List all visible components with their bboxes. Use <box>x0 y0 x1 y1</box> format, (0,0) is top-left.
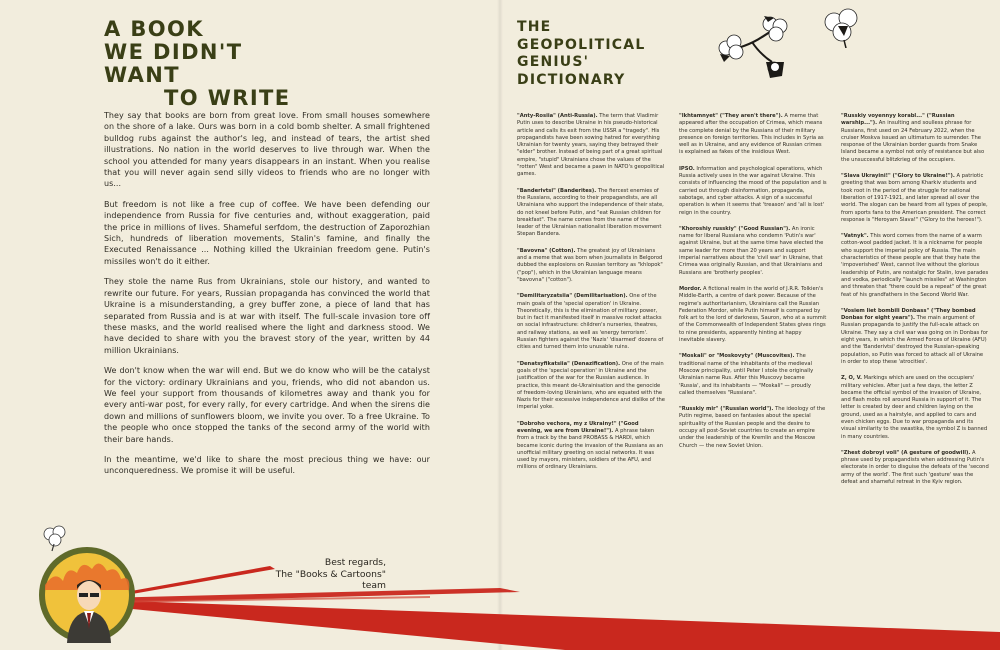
dictionary-entry <box>679 113 827 157</box>
letter-paragraph: They say that books are born from great love. From small houses somewhere on the shore of a lake. Ours was born in a cold bomb shelter. A small frightened bulldog rubs against the author's leg, and instead of tears, the artist shed illustrations. No nation in the world deserves to live through war. When the school you attended for many years disappears in an instant. When you realise that you will never again send silly videos to friends who are no longer with us... <box>104 111 430 189</box>
entry-definition: The term that Vladimir Putin uses to describe Ukraine in his pseudo-historical article and calls its exit from the USSR a "tragedy". His propagandists have been sowing hatred for everything Ukrainian for twenty years, saying they betrayed their "elder" brother. Instead of being part of a great spiritual empire, "stupid" Ukrainians chose the values of the "rotten" West and became a pawn in NATO's geopolitical games. <box>517 113 665 178</box>
entry-term: "Banderivtsi" (Banderites). <box>517 187 597 194</box>
entry-term: "Vatnyk". <box>841 233 869 240</box>
entry-term: Mordor. <box>679 285 702 292</box>
dictionary-column-3 <box>841 113 989 495</box>
entry-definition: This word comes from the name of a warm cotton-wool padded jacket. It is a nickname for people who support the imperial policy of Russia. The main characteristics of these people are that they hate the 'impoverished' West, cannot live without the glorious leadership of Putin, are nostalgic for Stalin, love parades and vodka, periodically "launch missiles" at Washington and threaten that "there could be a repeat" of the great feat of his grandfathers in the Second World War. <box>841 233 989 298</box>
entry-definition: Markings which are used on the occupiers' military vehicles. After just a few days, the letter Z became the official symbol of the invasion of Ukraine, and flash mobs roll around Russia in support of it. The letter is created by deer and children laying on the ground, used as a hairstyle, and applied to cars and even chicken eggs. Due to war propaganda and its visual similarity to the swastika, the symbol Z is banned in many countries. <box>841 375 988 440</box>
entry-definition: A meme that appeared after the occupation of Crimea, which means the complete denial by the Russians of their military presence on foreign territories. This includes in Syria as well as in Ukraine, and any evidence of Russian crimes is explained as fakes of the insidious West. <box>679 113 824 156</box>
entry-definition: The greatest joy of Ukrainians and a meme that was born when journalists in Belgorod dubbed the explosions on Russian territory as "khlopok" ("pop"), which in the Ukrainian language means "bavovna" ("cotton"). <box>517 247 663 283</box>
entry-definition: The traditional name of the inhabitants of the medieval Moscow principality, until Peter I stole the originally Ukrainian name Rus. After this Muscovy became 'Russia', and its inhabitants — "Moskali" — proudly called themselves "Russians". <box>679 353 814 396</box>
entry-definition: The main argument of Russian propaganda to justify the full-scale attack on Ukraine. They say a civil war was going on in Donbas for eight years, in which the Armed Forces of Ukraine (AFU) and the 'Banderivtsi' destroyed the Russian-speaking population, so Putin was forced to attack all of Ukraine in order to stop these 'atrocities'. <box>841 315 989 365</box>
dictionary-entry <box>841 375 989 441</box>
entry-definition: An ironic name for liberal Russians who condemn 'Putin's war' against Ukraine, but at the same time have elected the same leader for more than 20 years and support imperial narratives about the 'civil war' in Ukraine, that Crimea was originally Russian, and that Ukrainians and Russians are 'brotherly peoples'. <box>679 225 824 276</box>
entry-term: "Denatsyfikatsiia" (Denazification). <box>517 360 621 367</box>
entry-term: "Moskali" or "Moskovyty" (Muscovites). <box>679 353 795 360</box>
dictionary-entry <box>679 406 827 450</box>
entry-term: "Anty-Rosiia" (Anti-Russia). <box>517 113 598 119</box>
signoff-line: Best regards, <box>324 557 386 568</box>
dictionary-entry <box>517 188 665 239</box>
foreword-letter <box>104 110 430 486</box>
entry-term: "Russkiy mir" ("Russian world"). <box>679 406 774 413</box>
dictionary-entry <box>841 450 989 486</box>
page-title <box>104 18 324 110</box>
dictionary-entry <box>517 113 665 179</box>
entry-term: Z, O, V. <box>841 375 862 382</box>
title-line: TO WRITE <box>164 86 291 110</box>
letter-paragraph: We don't know when the war will end. But we do know who will be the catalyst for the victory: ordinary Ukrainians and you, friends, who did not abandon us. We feel your support from thousands of kilometres away and thank you for every anti-war post, for every rally, for every cartridge. And when the sirens die down and millions of sunflowers bloom, we invite you over. To a free Ukraine. To the people who once stopped the tanks of the second army of the world with their bare hands. <box>104 366 430 444</box>
signoff <box>256 557 386 592</box>
entry-definition: A phrase used by propagandists when addressing Putin's electorate in order to disguise the defeats of the 'second army of the world'. The first such 'gesture' was the defeat and shameful retreat in the Kyiv region. <box>841 449 989 486</box>
title-line: THE <box>517 19 552 35</box>
letter-paragraph: But freedom is not like a free cup of coffee. We have been defending our independence from Russia for five centuries and, without exaggeration, paid the price in millions of lives. Shameful serfdom, the destruction of Zaporozhian Sich, hundreds of liberation movements, Stalin's famine, and finally the Executed Renaissance ... Nothing killed the Ukrainian freedom gene. Putin's missiles won't do it either. <box>104 199 430 266</box>
entry-term: "Slava Ukrayini!" ("Glory to Ukraine!"). <box>841 173 955 180</box>
entry-term: "Russkiy voyennyy korabl..." ("Russian warship..."). <box>841 113 955 127</box>
dictionary-title <box>517 19 657 89</box>
portrait-illustration <box>37 545 137 645</box>
dictionary-entry <box>517 361 665 412</box>
entry-definition: A patriotic greeting that was born among Kharkiv students and took root in the period of the struggle for national liberation of 1917-1921, and later spread all over the world. The slogan can be heard from all types of people, from sports fans to the American president. The correct response is "Heroyam Slava!" ("Glory to the heroes!"). <box>841 173 988 223</box>
title-line: WE DIDN'T WANT <box>104 40 243 87</box>
entry-definition: An insulting and soulless phrase for Russians, first used on 24 February 2022, when the cruiser Moskva issued an ultimatum to surrender. The response of the Ukrainian border guards from Snake Island became a symbol not only of resistance but also the unsuccessful blitzkrieg of the occupiers. <box>841 120 985 163</box>
dictionary-column-1 <box>517 113 665 481</box>
dictionary-column-2 <box>679 113 827 459</box>
signoff-line: The "Books & Cartoons" <box>275 568 386 580</box>
entry-definition: The fiercest enemies of the Russians, according to their propagandists, are all Ukrainians who support the independence of their state, do not kneel before Putin, and "eat Russian children for breakfast". The name comes from the name of the leader of the Ukrainian nationalist liberation movement Stepan Bandera. <box>517 187 664 238</box>
title-line: DICTIONARY <box>517 71 626 88</box>
dictionary-entry <box>841 173 989 224</box>
dictionary-entry <box>517 421 665 472</box>
entry-definition: Information and psychological operations, which Russia actively uses in the war against Ukraine. This consists of influencing the mood of the population and is carried out through disinformation, propaganda, sabotage, and cyber attacks. A sign of a successful operation is when it seems that 'treason' and 'all is lost' reign in the country. <box>679 165 827 216</box>
entry-term: "Demilitaryzatsiia" (Demilitarisation). <box>517 293 628 300</box>
cotton-boll-icon <box>40 522 70 552</box>
cotton-branch-icon <box>712 12 802 82</box>
entry-definition: The ideology of the Putin regime, based on fantasies about the special spirituality of the Russian people and the desire to occupy all post-Soviet countries to create an empire under the leadership of the Kremlin and the Moscow Church — the new Soviet Union. <box>679 406 826 449</box>
ray-bottom <box>100 600 1000 650</box>
dictionary-entry <box>841 113 989 164</box>
dictionary-entry <box>841 308 989 366</box>
cotton-boll-icon <box>818 4 868 48</box>
entry-term: "Vosiem liet bombili Donbass" ("They bombed Donbas for eight years"). <box>841 307 976 322</box>
entry-term: "Dobroho vechora, my z Ukrainy!" ("Good evening, we are from Ukraine!"). <box>517 420 639 434</box>
dictionary-entry <box>679 353 827 397</box>
dictionary-entry <box>517 248 665 284</box>
title-line: GENIUS' <box>517 54 590 70</box>
dictionary-entry <box>841 233 989 299</box>
title-line: A BOOK <box>104 17 204 41</box>
signoff-line: team <box>362 580 386 592</box>
entry-definition: One of the main goals of the 'special operation' in Ukraine. Theoretically, this is the elimination of military power, but in fact it manifested itself in massive rocket attacks on social infrastructure: children's nurseries, theatres, and railway stations, as well as 'energy terrorism'. Russian fighters against the 'Nazis' 'disarmed' dozens of cities and turned them into unusable ruins. <box>517 293 664 351</box>
entry-definition: A phrase taken from a track by the band PROBASS & HARDI, which became iconic during the invasion of the Russians as an unofficial military greeting on social networks. It was used by mayors, ministers, soldiers of the AFU, and millions of ordinary Ukrainians. <box>517 427 664 471</box>
dictionary-entry <box>679 286 827 344</box>
entry-term: IPSO. <box>679 165 695 172</box>
entry-term: "Khoroshiy russkiy" ("Good Russian"). <box>679 225 791 232</box>
entry-definition: A fictional realm in the world of J.R.R. Tolkien's Middle-Earth, a centre of dark power. Because of the regime's authoritarianism, Ukrainians call the Russian Federation Mordor, while Putin himself is compared by folk art to the lord of darkness, Sauron, who at a summit of the Commonwealth of Independent States gives rings to nine presidents, apparently hinting at happy inevitable slavery. <box>679 285 827 344</box>
dictionary-entry <box>679 166 827 217</box>
entry-term: "Bavovna" (Cotton). <box>517 247 576 254</box>
letter-paragraph: In the meantime, we'd like to share the most precious thing we have: our unconqueredness. We promise it will be useful. <box>104 454 430 476</box>
letter-paragraph: They stole the name Rus from Ukrainians, stole our history, and wanted to rewrite our future. For years, Russian propaganda has convinced the world that Ukraine is a misunderstanding, a grey buffer zone, a piece of land that has separated from Russia and is at war with itself. The full-scale invasion tore off these masks, and the world realised where the light and darkness stood. We have decided to share with you the bravest story of the year, written by 44 million Ukrainians. <box>104 277 430 355</box>
entry-term: "Zhest dobroyi voli" (A gesture of goodwill). <box>841 449 971 456</box>
dictionary-entry <box>517 293 665 351</box>
entry-definition: One of the main goals of the 'special operation' in Ukraine and the justification of the war for the Russian audience. In practice, this meant de-Ukrainisation and the genocide of freedom-loving Ukrainians, who are equated with the Nazis for their excessive independence and dislike of the imperial yoke. <box>517 360 665 411</box>
dictionary-entry <box>679 226 827 277</box>
title-line: GEOPOLITICAL <box>517 36 646 53</box>
entry-term: "Ikhtamnyet" ("They aren't there"). <box>679 113 783 119</box>
